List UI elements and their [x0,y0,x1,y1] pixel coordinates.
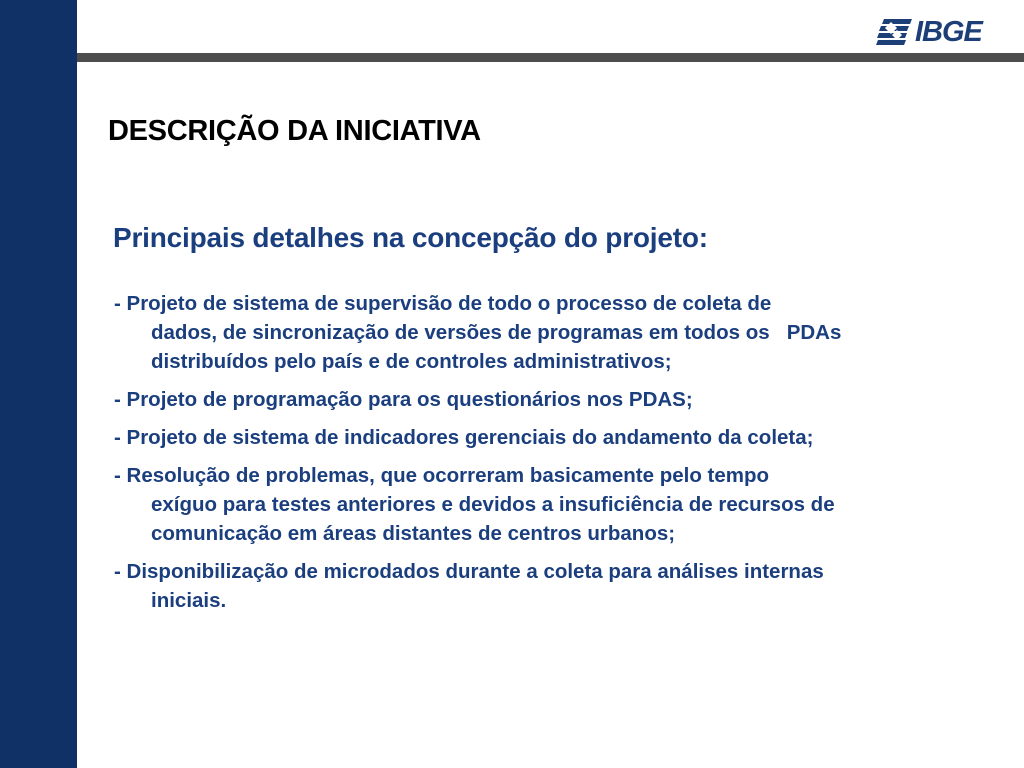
bullet-line: distribuídos pelo país e de controles administrativos; [151,350,672,373]
bullet-item [114,423,1014,452]
ibge-logo [876,15,982,49]
bullet-line: - Projeto de sistema de indicadores gerenciais do andamento da coleta; [114,426,814,449]
bullet-line: exíguo para testes anteriores e devidos a insuficiência de recursos de [151,493,835,516]
bullet-line: dados, de sincronização de versões de programas em todos os PDAs [151,321,842,344]
header-rule [77,53,1024,62]
slide-title: DESCRIÇÃO DA INICIATIVA [108,115,481,147]
slide-subtitle: Principais detalhes na concepção do projeto: [113,222,708,253]
ibge-logo-mark-icon [876,19,914,45]
bullet-item [114,557,1014,615]
bullet-item [114,289,1014,376]
bullet-line: - Resolução de problemas, que ocorreram basicamente pelo tempo [114,464,770,487]
bullet-line: - Projeto de programação para os questionários nos PDAS; [114,388,693,411]
bullet-line: - Disponibilização de microdados durante a coleta para análises internas [114,560,824,583]
bullet-item [114,385,1014,414]
bullet-line: iniciais. [151,589,227,612]
bullet-list [114,289,1014,624]
bullet-item [114,461,1014,548]
logo-text: IBGE [915,15,982,48]
bullet-line: comunicação em áreas distantes de centros urbanos; [151,522,676,545]
bullet-line: - Projeto de sistema de supervisão de todo o processo de coleta de [114,292,772,315]
left-sidebar-band [0,0,77,768]
